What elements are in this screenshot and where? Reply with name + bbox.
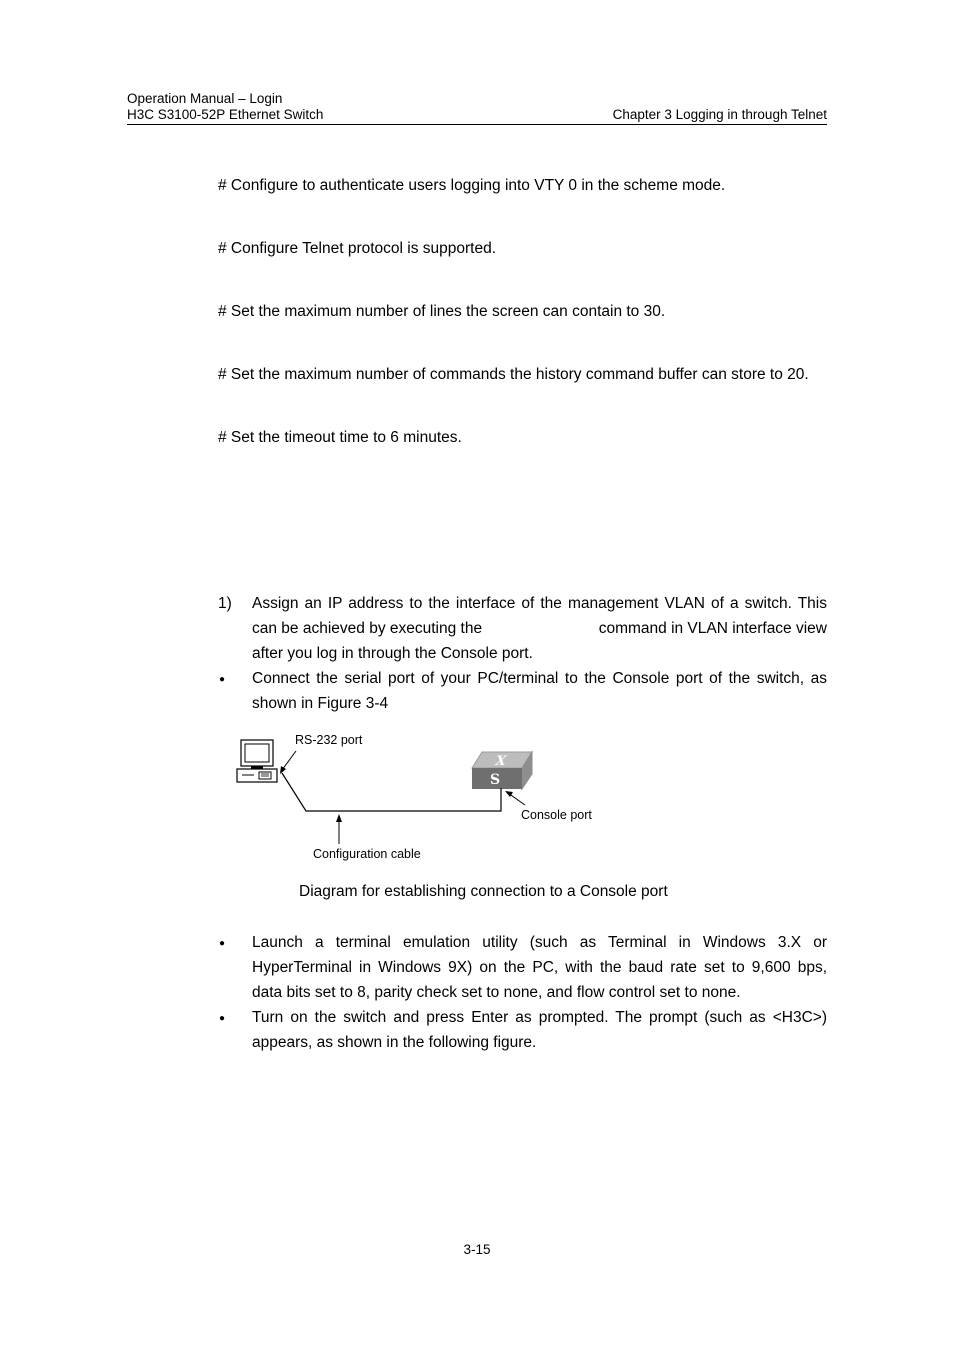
bullet-2-line-2: HyperTerminal in Windows 9X) on the PC, with the baud rate set to 9,600 bps, [252, 959, 827, 976]
bullet-marker-3: ● [219, 1013, 226, 1024]
item-number: 1) [218, 595, 232, 612]
figure-caption: Diagram for establishing connection to a Console port [299, 883, 668, 900]
svg-text:X: X [492, 753, 509, 769]
configuration-cable-label: Configuration cable [313, 847, 421, 861]
pc-terminal-icon [237, 740, 277, 782]
bullet-1-text [252, 666, 827, 716]
rs232-pointer [282, 751, 296, 770]
console-port-label: Console port [521, 808, 592, 822]
step-3: # Set the maximum number of lines the screen can contain to 30. [218, 303, 666, 320]
step-1: # Configure to authenticate users logging into VTY 0 in the scheme mode. [218, 177, 726, 194]
svg-text:S: S [489, 772, 501, 788]
bullet-2-line-3: data bits set to 8, parity check set to none, and flow control set to none. [252, 984, 741, 1001]
item-1-line-2a: can be achieved by executing the [252, 620, 483, 637]
step-2: # Configure Telnet protocol is supported. [218, 240, 497, 257]
bullet-3-text [252, 1005, 827, 1055]
page-number: 3-15 [463, 1242, 491, 1257]
header-rule [127, 124, 827, 125]
bullet-1-line-1: Connect the serial port of your PC/terminal to the Console port of the switch, as [252, 670, 827, 687]
bullet-marker-1: ● [219, 674, 226, 685]
bullet-marker-2: ● [219, 938, 226, 949]
chapter-title: Chapter 3 Logging in through Telnet [612, 107, 827, 122]
bullet-3-line-2: appears, as shown in the following figure. [252, 1034, 537, 1051]
item-1-line-2b: command in VLAN interface view [598, 620, 827, 637]
rs232-port-label: RS-232 port [295, 733, 363, 747]
step-5: # Set the timeout time to 6 minutes. [218, 429, 462, 446]
bullet-2-line-1: Launch a terminal emulation utility (such as Terminal in Windows 3.X or [252, 934, 827, 951]
configuration-cable-line [282, 773, 501, 811]
step-4: # Set the maximum number of commands the history command buffer can store to 20. [218, 366, 809, 383]
item-1-line-1: Assign an IP address to the interface of the management VLAN of a switch. This [252, 595, 827, 612]
item-1-line-3: after you log in through the Console port. [252, 645, 533, 662]
item-1-text [252, 591, 827, 666]
item-1-line-2 [252, 616, 827, 641]
bullet-2-text [252, 930, 827, 1005]
manual-title: Operation Manual – Login [127, 91, 283, 106]
switch-icon [472, 752, 532, 789]
bullet-1-line-2: shown in Figure 3-4 [252, 695, 389, 712]
bullet-3-line-1: Turn on the switch and press Enter as prompted. The prompt (such as <H3C>) [252, 1009, 827, 1026]
console-connection-diagram [0, 730, 954, 870]
product-name: H3C S3100-52P Ethernet Switch [127, 107, 324, 122]
